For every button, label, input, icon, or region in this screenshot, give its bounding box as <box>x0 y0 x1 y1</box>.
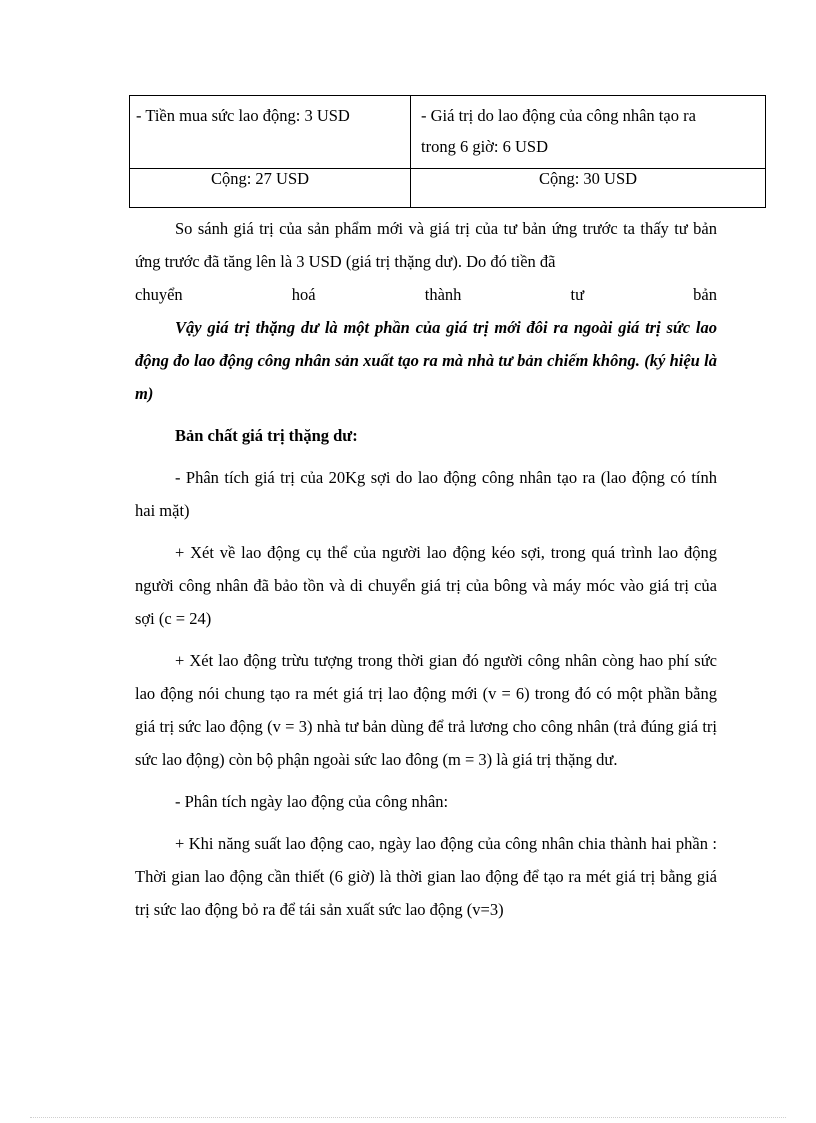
paragraph-comparison <box>135 212 717 278</box>
paragraph-definition: Vậy giá trị thặng dư là một phần của giá trị mới đôi ra ngoài giá trị sức lao động đo lao động công nhân sản xuất tạo ra mà nhà tư bản chiếm không. (ký hiệu là m) <box>135 318 717 403</box>
paragraph-analysis-value: - Phân tích giá trị của 20Kg sợi do lao động công nhân tạo ra (lao động có tính hai mặt) <box>135 468 717 520</box>
table-cell-labor-cost <box>130 96 411 169</box>
total-right: Cộng: 30 USD <box>411 169 766 208</box>
value-created-line1: - Giá trị do lao động của công nhân tạo ra <box>421 106 696 125</box>
paragraph-comparison-last-line: chuyển hoá thành tư bản <box>135 285 717 304</box>
paragraph-concrete-labor: + Xét về lao động cụ thể của người lao động kéo sợi, trong quá trình lao động người công nhân đã bảo tồn và di chuyển giá trị của bông và máy móc vào giá trị của sợi (c = 24) <box>135 543 717 628</box>
table-row <box>130 96 766 169</box>
labor-cost-text: - Tiền mua sức lao động: 3 USD <box>136 106 350 125</box>
page-footer-divider <box>30 1117 786 1118</box>
paragraph-abstract-labor: + Xét lao động trừu tượng trong thời gian đó người công nhân còng hao phí sức lao động nói chung tạo ra mét giá trị lao động mới (v = 6) trong đó có một phần bằng giá trị sức lao động (v = 3) nhà tư bản dùng để trả lương cho công nhân (trả đúng giá trị sức lao động) còn bộ phận ngoài sức lao đông (m = 3) là giá trị thặng dư. <box>135 651 717 769</box>
paragraph-productivity: + Khi năng suất lao động cao, ngày lao động của công nhân chia thành hai phần : Thời gian lao động cần thiết (6 giờ) là thời gian lao động để tạo ra mét giá trị bằng giá trị sức lao động bỏ ra để tái sản xuất sức lao động (v=3) <box>135 834 717 919</box>
section-heading: Bản chất giá trị thặng dư: <box>175 426 358 445</box>
value-created-line2: trong 6 giờ: 6 USD <box>421 137 548 156</box>
table-row-total <box>130 169 766 208</box>
total-left: Cộng: 27 USD <box>130 169 411 208</box>
body-text <box>135 212 717 926</box>
paragraph-analysis-day: - Phân tích ngày lao động của công nhân: <box>175 792 449 811</box>
cost-table <box>129 95 766 208</box>
table-cell-value-created <box>411 96 766 169</box>
paragraph-comparison-main: So sánh giá trị của sản phẩm mới và giá trị của tư bản ứng trước ta thấy tư bản ứng trước đã tăng lên là 3 USD (giá trị thặng dư). Do đó tiền đã <box>135 219 717 271</box>
